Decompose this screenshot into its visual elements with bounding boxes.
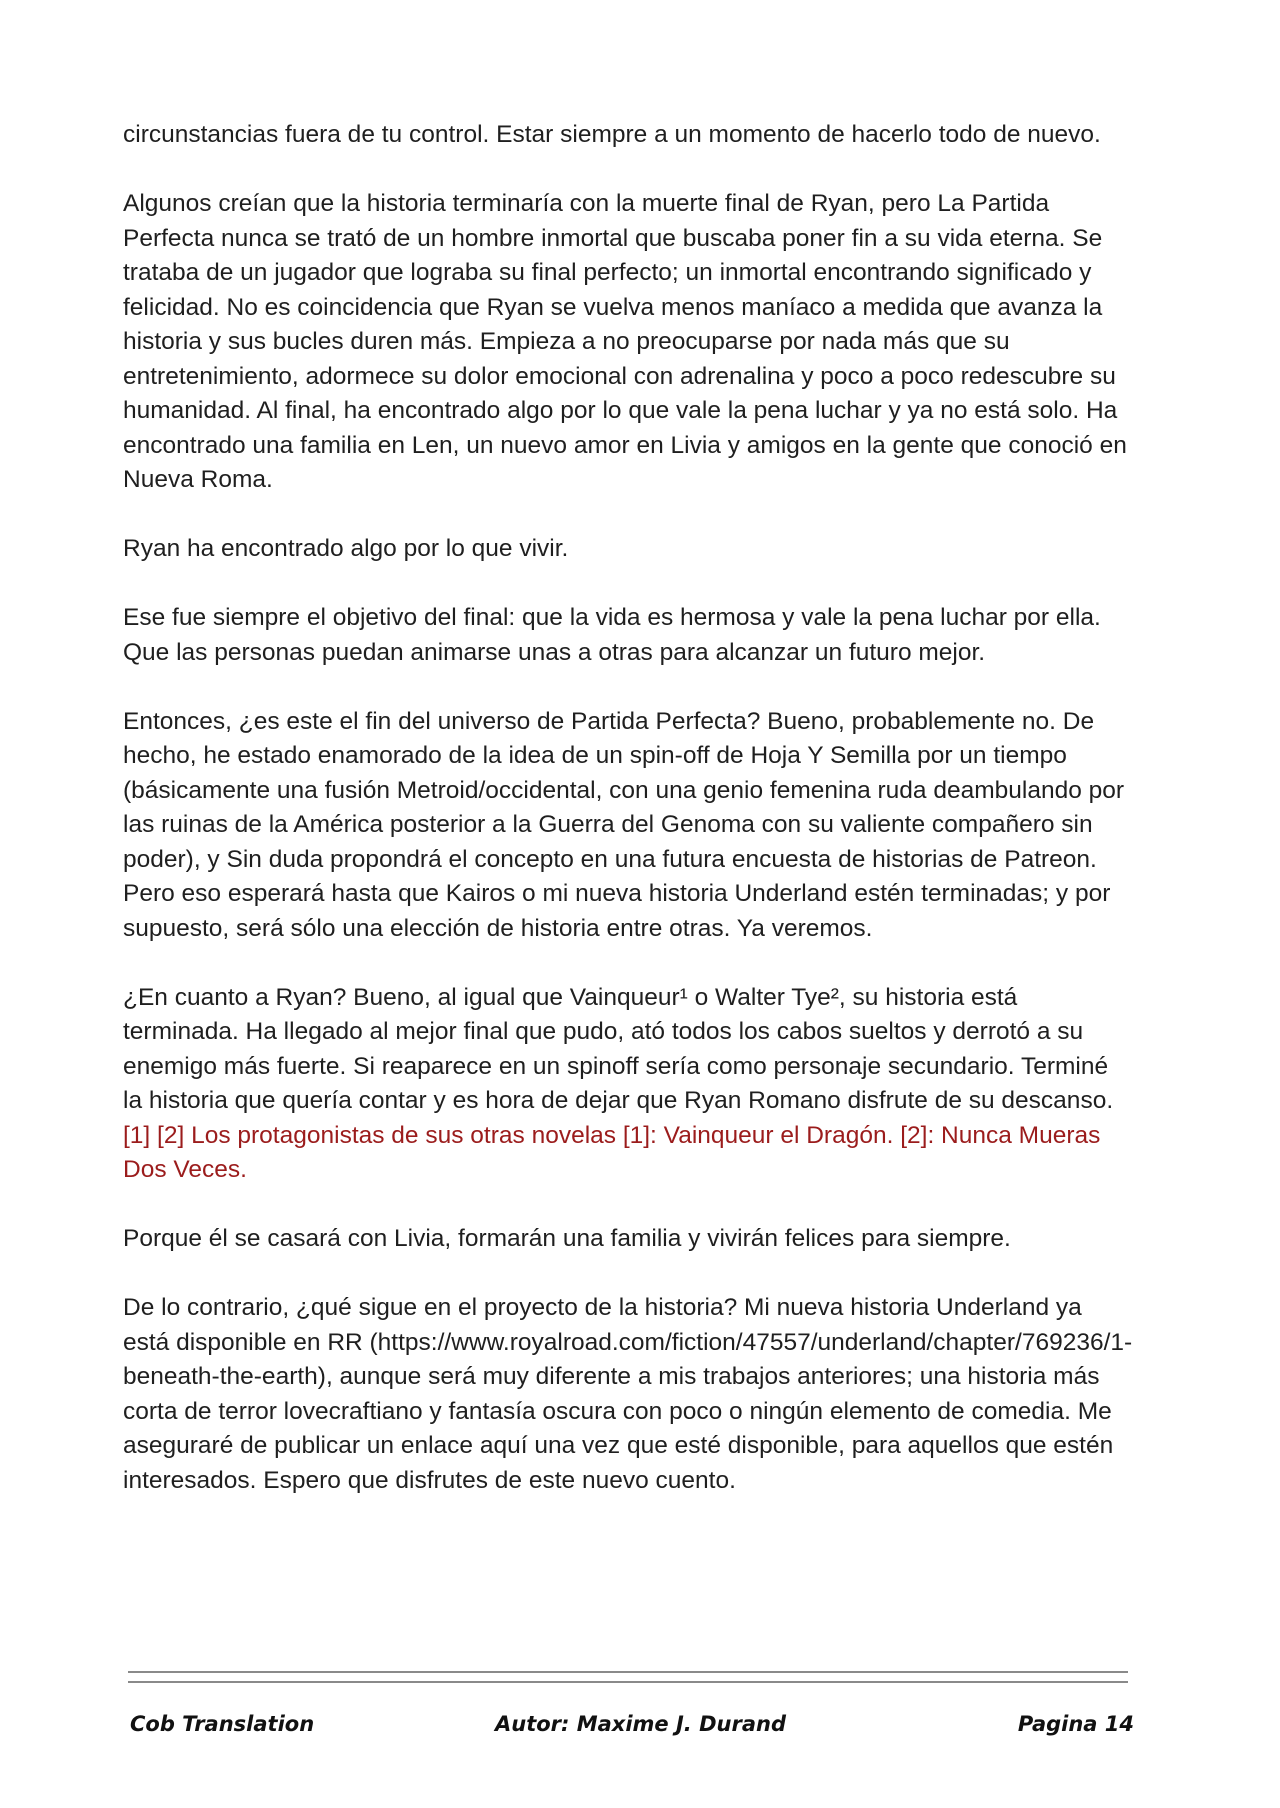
- footer-translator: Cob Translation: [130, 1712, 315, 1736]
- paragraph: Ese fue siempre el objetivo del final: que la vida es hermosa y vale la pena luchar por ella. Que las personas puedan animarse unas a otras para alcanzar un futuro mejor.: [123, 604, 1101, 666]
- paragraph: circunstancias fuera de tu control. Estar siempre a un momento de hacerlo todo de nuevo.: [123, 121, 1101, 148]
- footer-divider: [128, 1681, 1128, 1683]
- paragraph: Algunos creían que la historia terminaría con la muerte final de Ryan, pero La Partida Perfecta nunca se trató de un hombre inmortal que buscaba poner fin a su vida eterna. Se trataba de un jugador que lograba su final perfecto; un inmortal encontrando significado y felicidad. No es coincidencia que Ryan se vuelva menos maníaco a medida que avanza la historia y sus bucles duren más. Empieza a no preocuparse por nada más que su entretenimiento, adormece su dolor emocional con adrenalina y poco a poco redescubre su humanidad. Al final, ha encontrado algo por lo que vale la pena luchar y ya no está solo. Ha encontrado una familia en Len, un nuevo amor en Livia y amigos en la gente que conoció en Nueva Roma.: [123, 190, 1127, 493]
- document-body: [123, 118, 1133, 1533]
- paragraph: Porque él se casará con Livia, formarán una familia y vivirán felices para siempre.: [123, 1225, 1011, 1252]
- translator-note: [1] [2] Los protagonistas de sus otras novelas [1]: Vainqueur el Dragón. [2]: Nunca Mueras Dos Veces.: [123, 1121, 1101, 1183]
- footer-author: Autor: Maxime J. Durand: [495, 1712, 786, 1736]
- paragraph: De lo contrario, ¿qué sigue en el proyecto de la historia? Mi nueva historia Underland ya está disponible en RR (https://www.royalroad.com/fiction/47557/underland/chapter/769236/1-beneath-the-earth), aunque será muy diferente a mis trabajos anteriores; una historia más corta de terror lovecraftiano y fantasía oscura con poco o ningún elemento de comedia. Me aseguraré de publicar un enlace aquí una vez que esté disponible, para aquellos que estén interesados. Espero que disfrutes de este nuevo cuento.: [123, 1294, 1133, 1494]
- paragraph-with-note: [123, 981, 1133, 1188]
- paragraph: Entonces, ¿es este el fin del universo de Partida Perfecta? Bueno, probablemente no. De hecho, he estado enamorado de la idea de un spin-off de Hoja Y Semilla por un tiempo (básicamente una fusión Metroid/occidental, con una genio femenina ruda deambulando por las ruinas de la América posterior a la Guerra del Genoma con su valiente compañero sin poder), y Sin duda propondrá el concepto en una futura encuesta de historias de Patreon. Pero eso esperará hasta que Kairos o mi nueva historia Underland estén terminadas; y por supuesto, será sólo una elección de historia entre otras. Ya veremos.: [123, 707, 1125, 942]
- footer-page-number: Pagina 14: [1017, 1712, 1134, 1736]
- footer-divider: [128, 1671, 1128, 1673]
- paragraph: Ryan ha encontrado algo por lo que vivir.: [123, 535, 569, 562]
- paragraph-text: ¿En cuanto a Ryan? Bueno, al igual que Vainqueur¹ o Walter Tye², su historia está terminada. Ha llegado al mejor final que pudo, ató todos los cabos sueltos y derrotó a su enemigo más fuerte. Si reaparece en un spinoff sería como personaje secundario. Terminé la historia que quería contar y es hora de dejar que Ryan Romano disfrute de su descanso.: [123, 983, 1114, 1114]
